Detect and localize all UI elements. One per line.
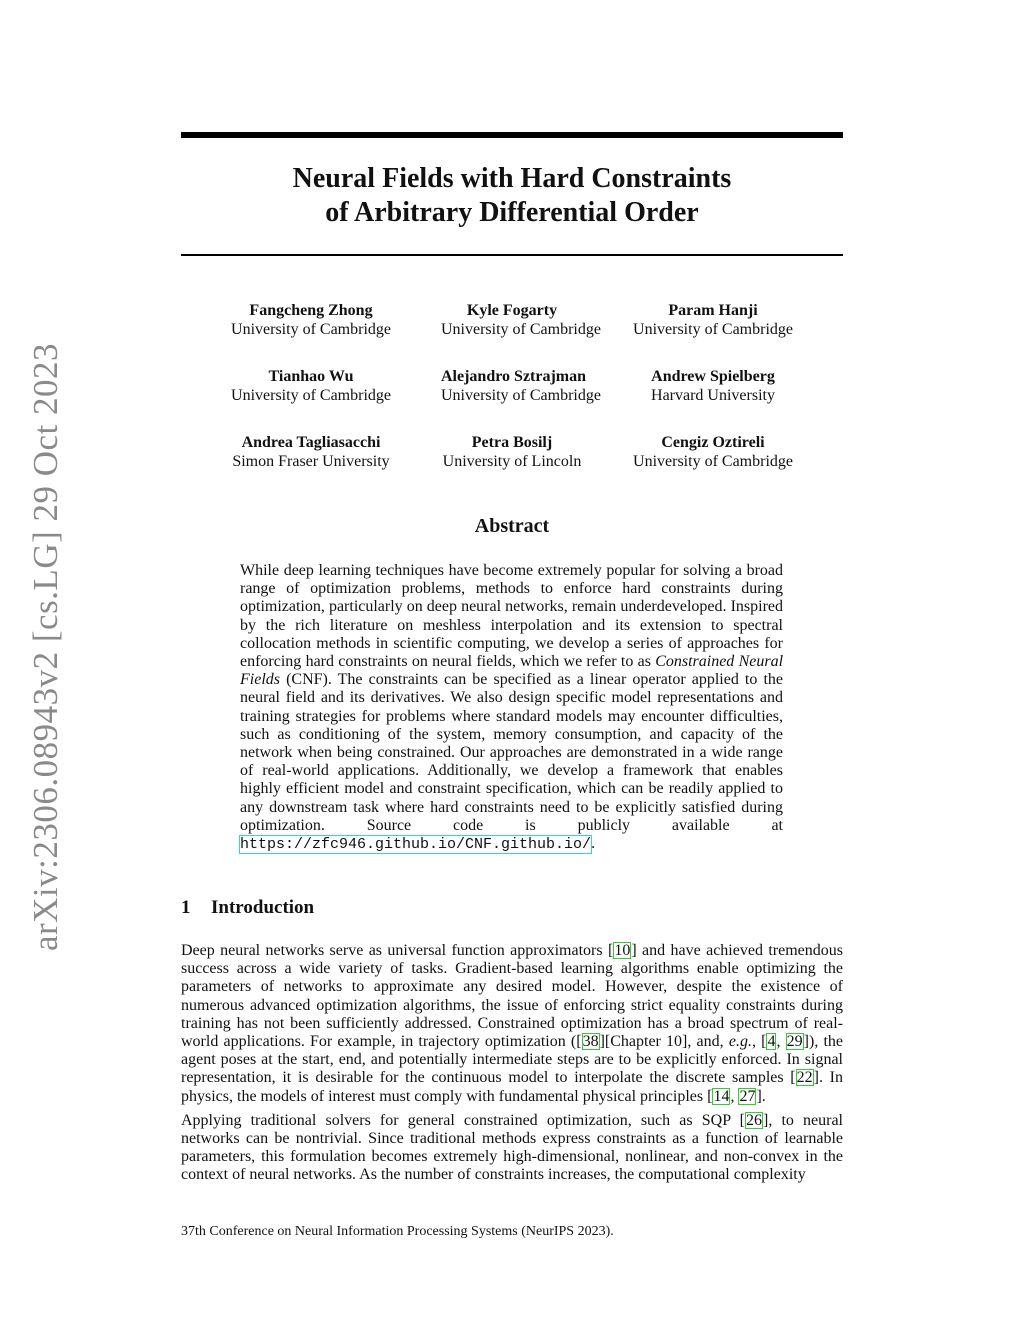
citation-link[interactable]: 22: [796, 1069, 813, 1087]
author-name: Alejandro Sztrajman: [441, 368, 587, 385]
author-name: Andrea Tagliasacchi: [241, 434, 381, 451]
author-name: Petra Bosilj: [471, 434, 553, 451]
author-name: Fangcheng Zhong: [249, 302, 373, 319]
author-affiliation: University of Cambridge: [633, 321, 793, 338]
text-run: Applying traditional solvers for general constrained optimization, such as SQP [: [181, 1111, 745, 1129]
code-url-link[interactable]: https://zfc946.github.io/CNF.github.io/: [240, 836, 592, 854]
abstract-end: .: [591, 835, 596, 853]
text-run: ].: [756, 1087, 766, 1105]
text-run: ][Chapter 10], and,: [599, 1033, 729, 1051]
citation-link[interactable]: 26: [745, 1111, 762, 1129]
citation-link[interactable]: 14: [713, 1087, 730, 1105]
text-run: ,: [730, 1087, 739, 1105]
text-run: ] and have achieved tremendous success across a wide variety of tasks. Gradient-based learning algorithms enable optimizing the parameters of networks to approximate any desired model. However, despite the existence of numerous advanced optimization algorithms, the issue of enforcing strict equality constraints during training has not been sufficiently addressed. Constrained optimization has a broad spectrum of real-world applications. For example, in trajectory optimization ([: [181, 942, 843, 1051]
citation-link[interactable]: 27: [739, 1087, 756, 1105]
text-run-italic: e.g.: [728, 1033, 752, 1051]
author-block: [441, 301, 601, 339]
paragraph: [181, 942, 843, 1106]
text-run: Deep neural networks serve as universal function approximators [: [181, 942, 614, 959]
title-bottom-rule: [181, 254, 843, 256]
paragraph: [181, 1112, 843, 1185]
title-line-1: Neural Fields with Hard Constraints: [292, 163, 732, 194]
author-affiliation: University of Lincoln: [442, 453, 582, 470]
title-top-rule: [181, 132, 843, 138]
author-block: [583, 433, 843, 471]
author-affiliation: University of Cambridge: [633, 453, 793, 470]
citation-link[interactable]: 38: [582, 1033, 599, 1051]
section-title: Introduction: [211, 897, 315, 918]
author-name: Cengiz Oztireli: [661, 434, 765, 451]
author-affiliation: University of Cambridge: [231, 321, 391, 338]
author-block: [181, 367, 441, 405]
text-run: ]), the agent poses at the start, end, and potentially intermediate steps are to be explicitly enforced. In signal representation, it is desirable for the continuous model to interpolate the discrete samples [: [181, 1033, 844, 1087]
text-run: , [: [751, 1033, 767, 1051]
citation-link[interactable]: 29: [786, 1033, 803, 1051]
conference-footnote: 37th Conference on Neural Information Processing Systems (NeurIPS 2023).: [181, 1224, 614, 1239]
citation-link[interactable]: 4: [767, 1033, 776, 1051]
author-affiliation: Harvard University: [651, 387, 775, 404]
section-heading: [181, 897, 314, 919]
author-affiliation: University of Cambridge: [231, 387, 391, 404]
author-affiliation: Simon Fraser University: [232, 453, 390, 470]
abstract-term: Constrained Neural Fields: [240, 653, 784, 689]
section-number: 1: [181, 897, 191, 918]
author-name: Kyle Fogarty: [466, 302, 558, 319]
title-line-2: of Arbitrary Differential Order: [325, 197, 699, 228]
author-affiliation: University of Cambridge: [441, 321, 601, 338]
text-run: ,: [776, 1033, 786, 1051]
author-name: Andrew Spielberg: [651, 368, 775, 385]
author-block: [441, 367, 601, 405]
abstract-text-part: (CNF). The constraints can be specified as a linear operator applied to the neural field and its derivatives. We also design specific model representations and training strategies for problems where standard models may encounter difficulties, such as conditioning of the system, memory consumption, and capacity of the network when being constrained. Our approaches are demonstrated in a wide range of real-world applications. Additionally, we develop a framework that enables highly efficient model and constraint specification, which can be readily applied to any downstream task where hard constraints need to be explicitly satisfied during optimization. Source code is publicly available at: [240, 671, 783, 834]
author-grid: [181, 301, 843, 471]
arxiv-sidebar: [20, 342, 72, 952]
arxiv-identifier: arXiv:2306.08943v2 [cs.LG] 29 Oct 2023: [26, 342, 65, 952]
citation-link[interactable]: 10: [614, 942, 631, 959]
author-affiliation: University of Cambridge: [441, 387, 601, 404]
text-run: ], to neural networks can be nontrivial. Since traditional methods express constraints as a function of learnable parameters, this formulation becomes extremely high-dimensional, nonlinear, and non-convex in the context of neural networks. As the number of constraints increases, the computational complexity: [181, 1111, 844, 1184]
introduction-body: [181, 942, 843, 1191]
paper-title: [181, 162, 843, 230]
author-block: [181, 433, 441, 471]
text-run: ]. In physics, the models of interest must comply with fundamental physical principles [: [181, 1069, 843, 1105]
abstract-heading: Abstract: [474, 515, 550, 537]
abstract-text: [240, 562, 783, 854]
author-block: [583, 301, 843, 339]
author-name: Tianhao Wu: [268, 368, 354, 385]
author-block: [181, 301, 441, 339]
author-name: Param Hanji: [668, 302, 758, 319]
abstract-text-part: While deep learning techniques have become extremely popular for solving a broad range of optimization problems, methods to enforce hard constraints during optimization, particularly on deep neural networks, remain underdeveloped. Inspired by the rich literature on meshless interpolation and its extension to spectral collocation methods in scientific computing, we develop a series of approaches for enforcing hard constraints on neural fields, which we refer to as: [240, 562, 783, 671]
author-block: [441, 433, 583, 471]
author-block: [583, 367, 843, 405]
